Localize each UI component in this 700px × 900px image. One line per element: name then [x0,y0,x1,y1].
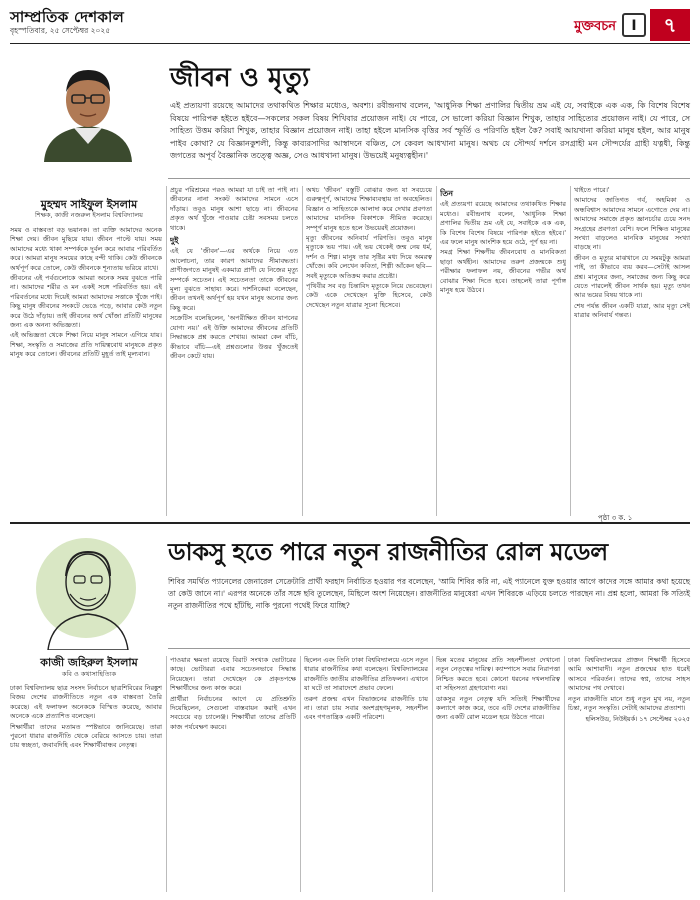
column-divider [564,656,565,892]
paragraph: সক্রেটিস বলেছিলেন, 'অপরীক্ষিত জীবন যাপনের যোগ্য নয়।' এই উক্তি আমাদের জীবনের প্রতিটি সিদ্ধান্তকে প্রশ্ন করতে শেখায়। আমরা কেন বাঁচি, কীভাবে বাঁচি—এই প্রশ্নগুলোর উত্তর খুঁজতেই জীবন কেটে যায়। [170,314,298,360]
column-divider [166,656,167,892]
paragraph: শিক্ষার্থীরা তাদের মতামত স্পষ্টভাবে জানিয়েছে। তারা পুরনো ধারার রাজনীতি থেকে বেরিয়ে আসতে চায়। তারা চায় স্বচ্ছতা, জবাবদিহি এবং শিক্ষার্থীবান্ধব নেতৃত্ব। [10,722,162,750]
paragraph: পাওয়ার ক্ষমতা রয়েছে বিরাট সংখ্যক ভোটারের কাছে। ভোটাররা এবার সচেতনভাবে সিদ্ধান্ত নিয়েছেন। তারা দেখেছেন কে প্রকৃতপক্ষে শিক্ষার্থীদের জন্য কাজ করে। [170,656,296,693]
column-divider [570,186,571,516]
article1-column-5 [574,186,690,508]
article2-column-5 [568,656,690,892]
paragraph: পৃথিবীর সব বড় চিন্তাবিদ মৃত্যুকে নিয়ে ভেবেছেন। কেউ একে দেখেছেন মুক্তি হিসেবে, কেউ দেখেছেন নতুন যাত্রার সূচনা হিসেবে। [306,282,432,309]
article1-column-2 [170,186,298,516]
paper-logo [622,13,646,37]
subhead-three: তিন [440,188,454,198]
article1-lead: এই প্রত্যয়ণা রয়েছে আমাদের তথাকথিত শিক্ষার মধ্যেও, অবশ্য। রবীন্দ্রনাথ বলেন, 'আধুনিক শিক্ষা প্রণালির দ্বিতীয় ভ্রম এই যে, সবাইকে এক এক, কি বিশেষ বিশেষ বিষয়ে পারিপক্ব হইতে হইবে—সকলের সকল বিষয় শিখিবার প্রয়োজন নাই। যে পারে, সে ভালো করিয়া বিজ্ঞান শিখুক, তাহার সাহিত্যের প্রয়োজন নাই। যে পারে, সে সাহিত্য উত্তম করিয়া শিখুক, তাহার বিজ্ঞান প্রয়োজন নাই। তাহা হইলে মানসিক বৃত্তির সর্ব স্ফূর্তি ও পরিণতি হইল কৈ? সবাই আয়খানা করিয়া মানুষ হইল, আর মানুষ পাইব কোথা? যে বিজ্ঞানকুশলী, কিন্তু কাব্যরসাদির আস্বাদনে বঞ্চিত, সে কেবল আধখানা মানুষ। অথচ যে সৌন্দর্য দর্শনে রসগ্রাহী মন সৌন্দর্যের গ্রাহী যত্নধী, কিন্তু জগতের অপূর্ব বৈজ্ঞানিক তত্ত্বে অজ্ঞ, সেও আধখানা মানুষ। উভয়েই মনুষ্যত্বহীন।' [170,101,690,160]
article1-column-4 [440,186,566,516]
paragraph: ছিলেন এবং তিনি ঢাকা বিশ্ববিদ্যালয়ে এসে নতুন ধারার রাজনীতির কথা বলেছেন। বিশ্ববিদ্যালয়ের রাজনীতি জাতীয় রাজনীতির প্রতিফলন। এখানে যা ঘটে তা সারাদেশে প্রভাব ফেলে। [304,656,428,693]
page-number: ৭ [650,9,690,41]
column-divider [432,656,433,892]
paragraph: খাইতে পারে।' [574,186,610,194]
paragraph: অথচ 'জীবন' বস্তুটি বোঝার জন্য যা সবচেয়ে গুরুত্বপূর্ণ, আমাদের শিক্ষাব্যবস্থায় তা অবহেলিত। বিজ্ঞান ও সাহিত্যকে আলাদা করে দেখার প্রবণতা আমাদের মানসিক বিকাশকে সীমিত করেছে। সম্পূর্ণ মানুষ হতে হলে উভয়েরই প্রয়োজন। [306,186,432,232]
article2-lead: শিবির সমর্থিত প্যানেলের জেনারেল সেক্রেটারি প্রার্থী ফরহাদ নির্বাচিত হওয়ার পর বলেছেন, 'আমি শিবির করি না, এই প্যানেলে যুক্ত হওয়ার আগে কাদের সঙ্গে আমার কথা হয়েছে তা কেউ জানে না।' এরপর অনেকে তাঁর সঙ্গে ছবি তুলেছেন, মিছিলে অংশ নিয়েছেন। রাজনীতির মানুষেরা এখন শিবিরকে এড়িয়ে চলতে পারছেন না। প্রশ্ন হলো, আমরা কি সত্যিই নতুন রাজনীতির পথে হাঁটছি, নাকি পুরনো পথেই ফিরে যাচ্ছি? [168,577,690,610]
section-name: মুক্তবচন [574,19,616,34]
paragraph: প্রচুর পরিশ্রমের পরও আমরা যা চাই তা পাই না। জীবনের নানা সংকট আমাদের সামনে এসে দাঁড়ায়। তবুও মানুষ আশা ছাড়ে না। জীবনের প্রকৃত অর্থ খুঁজে পাওয়ার চেষ্টা সবসময় চলতে থাকে। [170,186,298,232]
paragraph: প্রার্থীরা নির্বাচনের আগে যে প্রতিশ্রুতি দিয়েছিলেন, সেগুলো বাস্তবায়ন করাই এখন সবচেয়ে বড় চ্যালেঞ্জ। শিক্ষার্থীরা তাদের প্রতিটি কাজ পর্যবেক্ষণ করবে। [170,694,296,731]
issue-date: বৃহস্পতিবার, ২৫ সেপ্টেম্বর ২০২৫ [10,26,111,35]
article2-lead-rule [168,648,690,649]
logo-glyph: I [631,18,637,34]
masthead [10,6,690,42]
article2-author: কাজী জহিরুল ইসলাম [40,656,138,669]
paragraph: ঢাকা বিশ্ববিদ্যালয়ের প্রাক্তন শিক্ষার্থী হিসেবে আমি আশাবাদী। নতুন প্রজন্মের হাত ধরেই আসবে পরিবর্তন। তাদের স্বপ্ন, তাদের সাহস আমাদের পথ দেখাবে। [568,656,690,693]
article2-column-4 [436,656,560,892]
paragraph: এই প্রত্যয়ণা রয়েছে আমাদের তথাকথিত শিক্ষার মধ্যেও। রবীন্দ্রনাথ বলেন, 'আধুনিক শিক্ষা প্রণালির দ্বিতীয় ভ্রম এই যে, সবাইকে এক এক, কি বিশেষ বিশেষ বিষয়ে পারিপক্ব হইতে হইবে।' এর ফলে মানুষ আংশিক হয়ে ওঠে, পূর্ণ হয় না। [440,200,566,247]
article2-column-1 [10,684,162,892]
article2-signoff: হলিসউড, নিউইয়র্ক। ১৭ সেপ্টেম্বর ২০২৫ [585,716,690,724]
author-sketch-portrait [18,532,158,650]
paragraph: তরুণ প্রজন্ম এখন বিভাজনের রাজনীতি চায় না। তারা চায় সবার অংশগ্রহণমূলক, সহনশীল এবং গণতান্ত্রিক একটি পরিবেশ। [304,694,428,722]
paragraph: এই অভিজ্ঞতা থেকে শিক্ষা নিয়ে মানুষ সামনে এগিয়ে যায়। শিক্ষা, সংস্কৃতি ও সমাজের প্রতি দায়িত্ববোধ মানুষকে প্রকৃত মানুষ করে তোলে। জীবনের প্রতিটি মুহূর্ত তাই মূল্যবান। [10,331,162,359]
paragraph: শেষ পর্যন্ত জীবন একটি যাত্রা, আর মৃত্যু সেই যাত্রার অনিবার্য গন্তব্য। [574,301,690,320]
paragraph: আমাদের জাতিগত গর্ব, অহমিকা ও অন্ধবিশ্বাস আমাদের সামনে এগোতে দেয় না। আমাদের সমাজে প্রকৃত জ্ঞানচর্চার চেয়ে সনদ সংগ্রহের প্রবণতা বেশি। ফলে শিক্ষিত মানুষের সংখ্যা বাড়লেও মানবিক মানুষের সংখ্যা বাড়ছে না। [574,196,690,252]
continued-note: পৃষ্ঠা ৩ ক. ১ [598,514,633,522]
paragraph: জীবন ও মৃত্যুর মাঝখানে যে সময়টুকু আমরা পাই, তা কীভাবে ব্যয় করব—সেটাই আসল প্রশ্ন। মানুষের জন্য, সমাজের জন্য কিছু করে যেতে পারলেই জীবন সার্থক হয়। মৃত্যু তখন আর ভয়ের বিষয় থাকে না। [574,253,690,300]
article2-column-3 [304,656,428,892]
author-portrait-photo [14,52,162,162]
paragraph: ভিন্ন মতের মানুষের প্রতি সহনশীলতা দেখানো নতুন নেতৃত্বের দায়িত্ব। ক্যাম্পাসে সবার নিরাপত্তা নিশ্চিত করতে হবে। কোনো ধরনের দখলদারিত্ব বা সহিংসতা গ্রহণযোগ্য নয়। [436,656,560,693]
article1-author-role: শিক্ষক, কাজী নজরুল ইসলাম বিশ্ববিদ্যালয় [34,211,144,219]
header-rule [10,43,690,44]
article1-column-3 [306,186,432,516]
paragraph: ডাকসুর নতুন নেতৃত্ব যদি সত্যিই শিক্ষার্থীদের কল্যাণে কাজ করে, তবে এটি দেশের রাজনীতির জন্য একটি রোল মডেল হয়ে উঠতে পারে। [436,694,560,722]
paragraph: জীবনের এই পর্বগুলোকে আমরা অনেক সময় বুঝতে পারি না। আমাদের শরীর ও মন একই সঙ্গে পরিবর্তিত হয়। এই পরিবর্তনের মধ্যে দিয়েই আমরা আমাদের সত্তাকে খুঁজে পাই। কিছু মানুষ জীবনের সংকটে ভেঙে পড়ে, আবার কেউ নতুন করে উঠে দাঁড়ায়। তাই জীবনের অর্থ খোঁজা প্রতিটি মানুষের জন্য এক অনন্য অভিজ্ঞতা। [10,274,162,330]
column-divider [166,186,167,516]
column-divider [300,656,301,892]
paragraph: এই যে 'জীবন'—এর অর্থকে নিয়ে এত আলোচনা, তার কারণ আমাদের সীমাবদ্ধতা। প্রাণীজগতে মানুষই একমাত্র প্রাণী যে নিজের মৃত্যু সম্পর্কে সচেতন। এই সচেতনতা তাকে জীবনের মূল্য বুঝতে সাহায্য করে। দার্শনিকেরা বলেছেন, জীবন তখনই অর্থপূর্ণ হয় যখন মানুষ অন্যের জন্য কিছু করে। [170,247,298,312]
article1-author: মুহম্মদ সাইফুল ইসলাম [40,198,138,211]
article-separator [10,522,690,524]
paragraph: সময় ও বাস্তবতা বড় ভয়ানক। তা ব্যক্তি আমাদের অনেক শিক্ষা দেয়। জীবন মুছিয়ে যায়। জীবন পাল্টে যায়। সময় আমাদের মধ্যে থাকা সম্পর্ককে দুর্বল করে আবার পরিবর্তিত করে। আমরা মানুষ সময়ের কাছে বন্দী থাকি। কেউ জীবনকে অর্থপূর্ণ করে তোলে, কেউ জীবনকে শূন্যতায় ভরিয়ে রাখে। [10,226,162,272]
paper-name: সাম্প্রতিক দেশকাল [10,8,125,26]
paragraph: ঢাকা বিশ্ববিদ্যালয় ছাত্র সংসদ নির্বাচনে ছাত্রশিবিরের নিরঙ্কুশ বিজয় দেশের রাজনীতিতে নতুন এক বাস্তবতা তৈরি করেছে। এই ফলাফল অনেককে বিস্মিত করেছে, আবার অনেকে একে প্রত্যাশিত বলেছেন। [10,684,162,721]
subhead-two: দুই [170,235,179,246]
column-divider [436,186,437,516]
paragraph: মৃত্যু জীবনের অনিবার্য পরিণতি। তবুও মানুষ মৃত্যুকে ভয় পায়। এই ভয় থেকেই জন্ম নেয় ধর্ম, দর্শন ও শিল্প। মানুষ তার সৃষ্টির মধ্য দিয়ে অমরত্ব খোঁজে। কবি লেখেন কবিতা, শিল্পী আঁকেন ছবি—সবই মৃত্যুকে অতিক্রম করার প্রচেষ্টা। [306,234,432,280]
paragraph: নতুন রাজনীতি মানে শুধু নতুন মুখ নয়, নতুন চিন্তা, নতুন সংস্কৃতি। সেটাই আমাদের প্রত্যাশা। [568,694,690,713]
article2-column-2 [170,656,296,892]
article1-column-1 [10,226,162,516]
paragraph: সমগ্র শিক্ষা শিক্ষণীয় জীবনবোধ ও মানবিকতা ছাড়া অর্থহীন। আমাদের তরুণ প্রজন্মকে শুধু পরীক্ষার ফলাফল নয়, জীবনের গভীর অর্থ বোঝার শিক্ষা দিতে হবে। তাহলেই তারা পূর্ণাঙ্গ মানুষ হয়ে উঠবে। [440,248,566,295]
article2-author-role: কবি ও কথাসাহিত্যিক [61,670,117,678]
article2-headline: ডাকসু হতে পারে নতুন রাজনীতির রোল মডেল [168,538,608,566]
article1-lead-rule [168,178,690,179]
column-divider [302,186,303,516]
article1-headline: জীবন ও মৃত্যু [170,63,310,93]
